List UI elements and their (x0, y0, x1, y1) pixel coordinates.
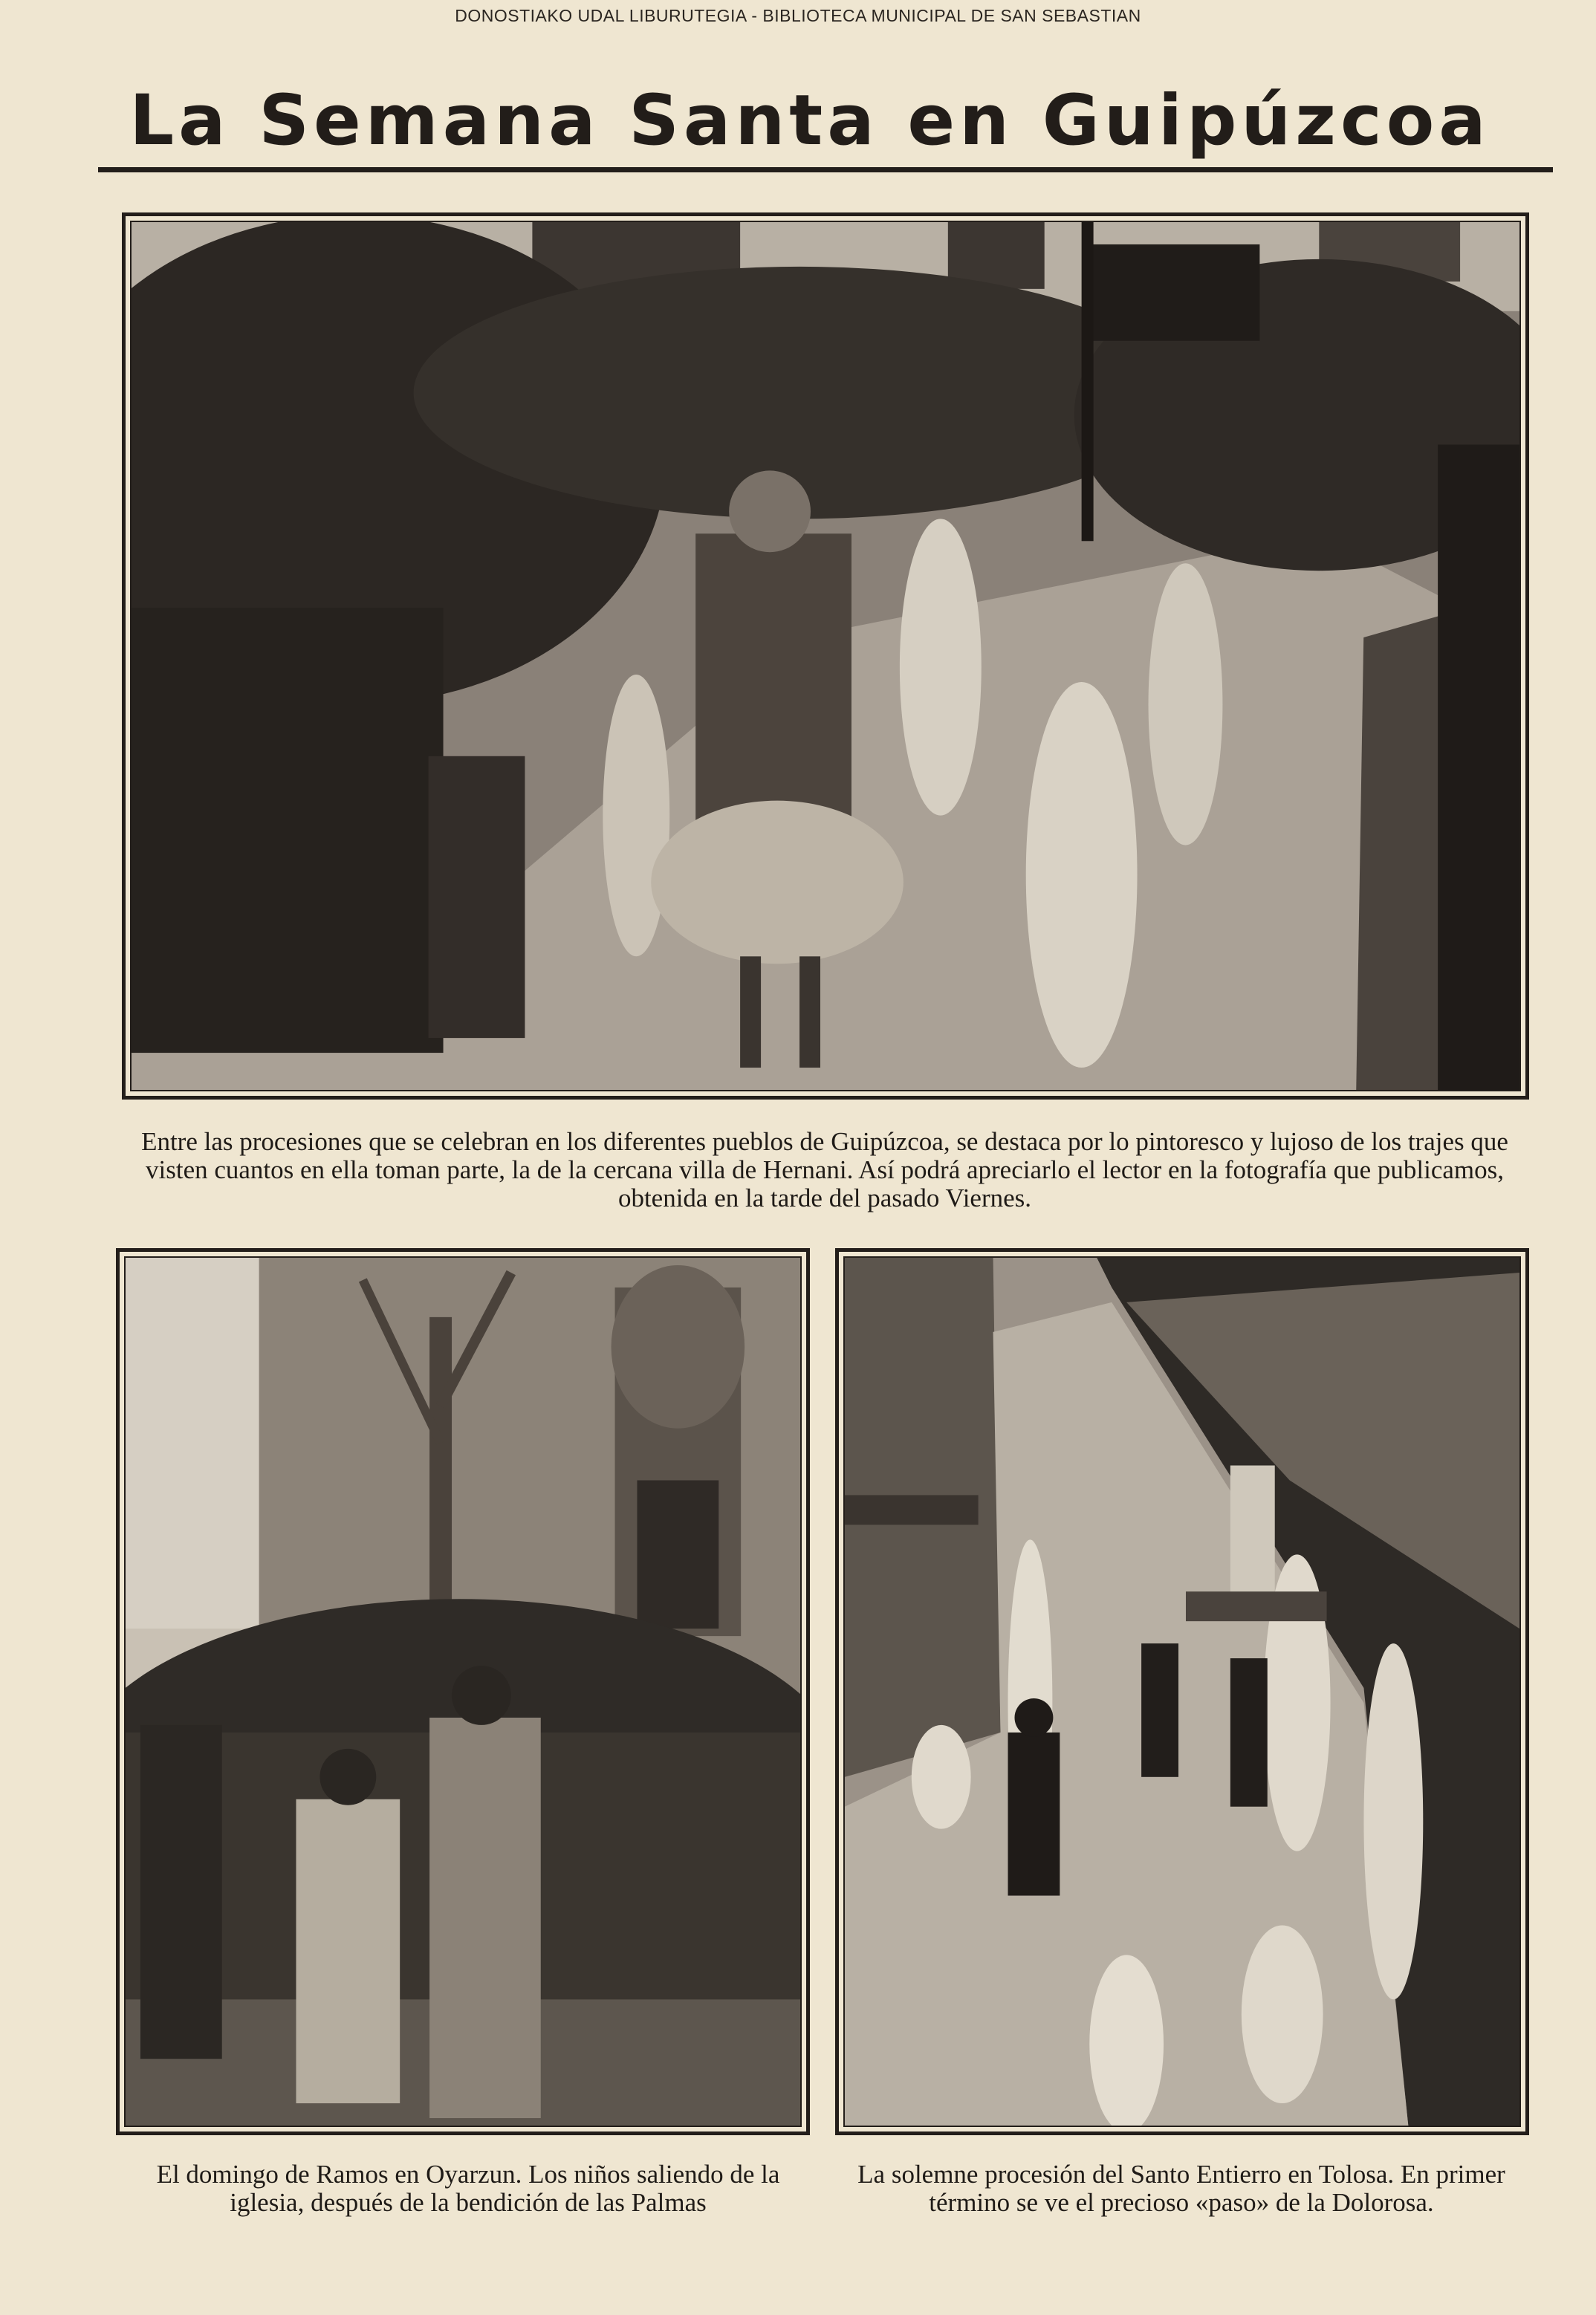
caption-hernani: Entre las procesiones que se celebran en los diferentes pueblos de Guipúzcoa, se destaca por lo pintoresco y lujoso de los trajes que visten cuantos en ella toman parte, la de la cercana villa de Hernani. Así podrá apreciarlo el lector en la fotografía que publicamos, obtenida en la tarde del pasado Viernes. (141, 1127, 1508, 1212)
photo-oyarzun-palm-sunday (116, 1248, 810, 2135)
library-header: DONOSTIAKO UDAL LIBURUTEGIA - BIBLIOTECA MUNICIPAL DE SAN SEBASTIAN (455, 6, 1141, 25)
article-title: La Semana Santa en Guipúzcoa (129, 80, 1490, 161)
tolosa-photo-image (845, 1258, 1519, 2126)
caption-oyarzun: El domingo de Ramos en Oyarzun. Los niños saliendo de la iglesia, después de la bendición de las Palmas (156, 2160, 780, 2217)
procession-photo-image (132, 222, 1519, 1090)
oyarzun-photo-image (126, 1258, 800, 2126)
photo-tolosa-santo-entierro (835, 1248, 1529, 2135)
photo-hernani-procession (122, 212, 1529, 1100)
title-rule (98, 167, 1553, 172)
caption-tolosa: La solemne procesión del Santo Entierro en Tolosa. En primer término se ve el precioso «paso» de la Dolorosa. (857, 2160, 1505, 2217)
